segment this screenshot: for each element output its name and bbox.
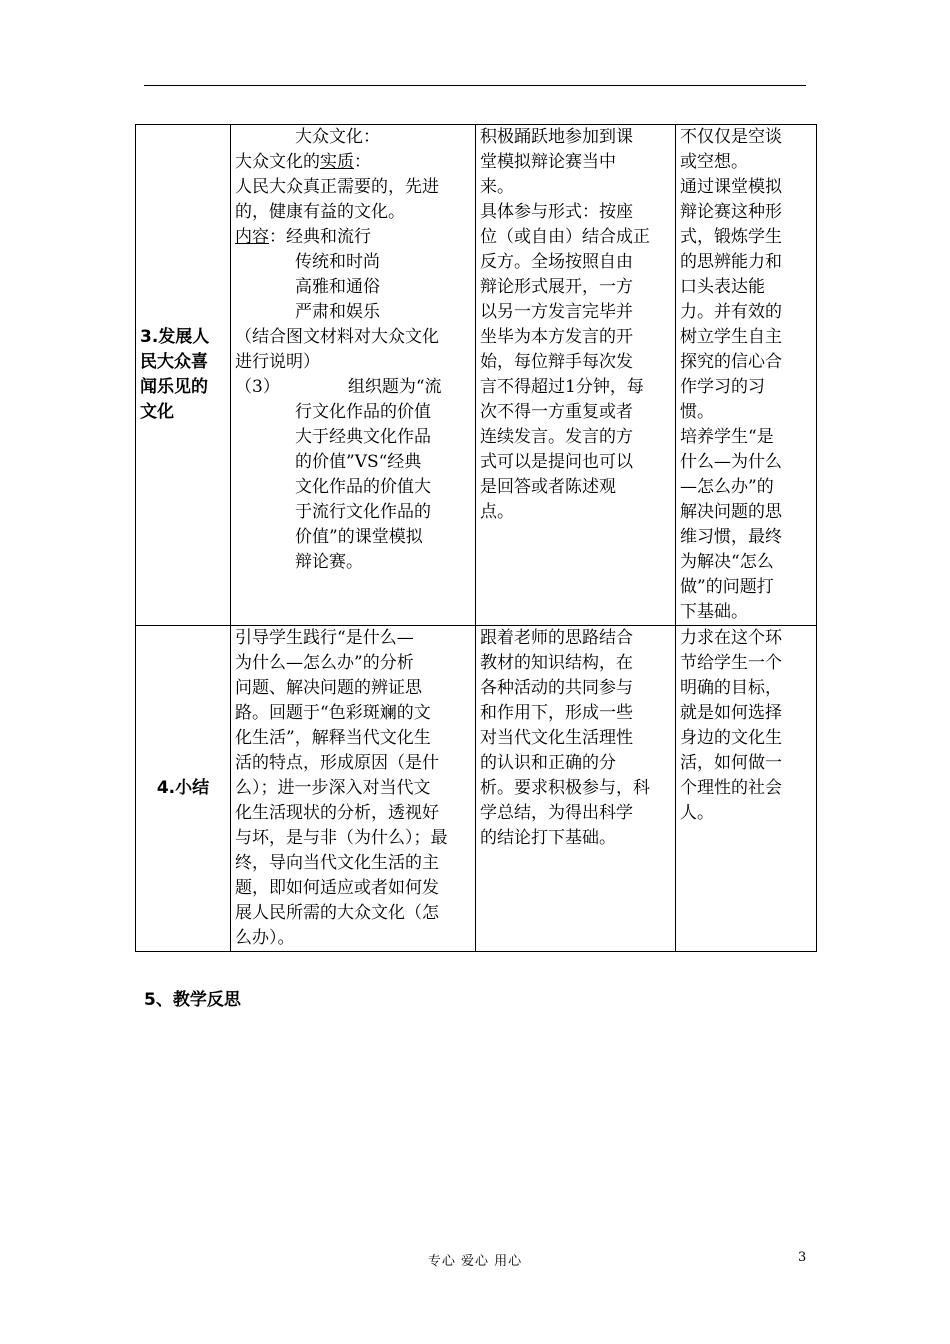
text-line: 展人民所需的大众文化（怎 (235, 903, 439, 923)
text-line: 惯。 (680, 402, 714, 422)
text-line: 辩论形式展开，一方 (480, 277, 633, 297)
text-line: （结合图文材料对大众文化 (235, 327, 439, 347)
teacher-activity-cell (231, 626, 476, 952)
text-line: 培养学生“是 (680, 427, 774, 447)
text-line: 力。并有效的 (680, 302, 782, 322)
text-line: 力求在这个环 (680, 628, 782, 648)
student-activity-cell (476, 125, 676, 626)
row-title-cell (136, 626, 231, 952)
underlined-term: 内容 (235, 227, 269, 247)
text-line: 于流行文化作品的 (295, 502, 431, 522)
text-line: 跟着老师的思路结合 (480, 628, 633, 648)
text-line: 节给学生一个 (680, 653, 782, 673)
text-line: 么办）。 (235, 928, 295, 948)
text-line: 行文化作品的价值 (295, 402, 431, 422)
text-line: 高雅和通俗 (295, 277, 380, 297)
text-line: 题，即如何适应或者如何发 (235, 878, 439, 898)
text-line: 什么—为什么 (680, 452, 782, 472)
row-title-line: 民大众喜 (140, 352, 208, 372)
text-line: 具体参与形式：按座 (480, 202, 633, 222)
row-title-cell (136, 125, 231, 626)
footer-motto: 专心 爱心 用心 (427, 1254, 523, 1269)
lesson-plan-table (135, 124, 817, 952)
text-line: 对当代文化生活理性 (480, 728, 633, 748)
text-line: 严肃和娱乐 (295, 302, 380, 322)
text-line: 连续发言。发言的方 (480, 427, 633, 447)
text-fragment: 组织题为“流 (347, 377, 442, 397)
text-line: 的认识和正确的分 (480, 753, 616, 773)
row-title-line: 文化 (140, 402, 174, 422)
text-line (235, 150, 471, 175)
text-line: 就是如何选择 (680, 703, 782, 723)
text-line: 学总结，为得出科学 (480, 803, 633, 823)
text-line: 的，健康有益的文化。 (235, 202, 405, 222)
text-line: 的价值”VS“经典 (295, 452, 422, 472)
text-line: 辩论赛。 (295, 552, 363, 572)
text-line: 位（或自由）结合成正 (480, 227, 650, 247)
text-line: 以另一方发言完毕并 (480, 302, 633, 322)
text-line: 个理性的社会 (680, 778, 782, 798)
table-row-develop-culture (136, 125, 817, 626)
text-line: 各种活动的共同参与 (480, 678, 633, 698)
text-line: 进行说明） (235, 352, 320, 372)
text-line: 辩论赛这种形 (680, 202, 782, 222)
section-heading-reflection: 5、教学反思 (144, 990, 241, 1010)
page-number: 3 (798, 1250, 807, 1265)
text-line: 人民大众真正需要的，先进 (235, 177, 439, 197)
design-intent-cell (676, 626, 817, 952)
text-line: 引导学生践行“是什么— (235, 628, 414, 648)
text-fragment: ：经典和流行 (269, 227, 371, 247)
text-line: 为什么—怎么办”的分析 (235, 653, 414, 673)
text-line: 人。 (680, 803, 714, 823)
list-number: （3） (235, 377, 280, 397)
text-line: 路。回题于“色彩斑斓的文 (235, 703, 431, 723)
text-line: 明确的目标， (680, 678, 782, 698)
text-line: 反方。全场按照自由 (480, 252, 633, 272)
row-title-line: 3.发展人 (140, 327, 210, 347)
text-line: 堂模拟辩论赛当中 (480, 152, 616, 172)
text-line: 树立学生自主 (680, 327, 782, 347)
text-line: 探究的信心合 (680, 352, 782, 372)
text-line: 做”的问题打 (680, 577, 774, 597)
text-line: 始，每位辩手每次发 (480, 352, 633, 372)
text-line: 活的特点，形成原因（是什 (235, 753, 439, 773)
text-line: 教材的知识结构，在 (480, 653, 633, 673)
text-line: 活，如何做一 (680, 753, 782, 773)
row-title-line: 闻乐见的 (140, 377, 208, 397)
text-line: 问题、解决问题的辨证思 (235, 678, 422, 698)
text-line: 不仅仅是空谈 (680, 127, 782, 147)
text-line: 通过课堂模拟 (680, 177, 782, 197)
text-line (235, 225, 471, 250)
text-line: 来。 (480, 177, 514, 197)
text-line: 的结论打下基础。 (480, 828, 616, 848)
text-line: 传统和时尚 (295, 252, 380, 272)
text-line: 次不得一方重复或者 (480, 402, 633, 422)
text-line: 言不得超过1分钟，每 (480, 377, 644, 397)
text-line: 大于经典文化作品 (295, 427, 431, 447)
teacher-activity-cell (231, 125, 476, 626)
text-line: 或空想。 (680, 152, 748, 172)
text-line: 么）；进一步深入对当代文 (235, 778, 431, 798)
text-line (235, 375, 471, 400)
text-line: 大众文化： (295, 127, 380, 147)
header-rule (144, 85, 806, 86)
text-line: 文化作品的价值大 (295, 477, 431, 497)
text-line: 析。要求积极参与，科 (480, 778, 650, 798)
text-line: 化生活现状的分析，透视好 (235, 803, 439, 823)
text-line: 维习惯，最终 (680, 527, 782, 547)
text-line: 口头表达能 (680, 277, 765, 297)
text-line: 式可以是提问也可以 (480, 452, 633, 472)
text-line: 的思辨能力和 (680, 252, 782, 272)
underlined-term: 实质 (320, 152, 354, 172)
text-line: 化生活”，解释当代文化生 (235, 728, 431, 748)
text-line: 坐毕为本方发言的开 (480, 327, 633, 347)
text-line: —怎么办”的 (680, 477, 774, 497)
text-line: 解决问题的思 (680, 502, 782, 522)
text-line: 下基础。 (680, 602, 748, 622)
row-title: 4.小结 (156, 778, 210, 798)
text-line: 和作用下，形成一些 (480, 703, 633, 723)
text-fragment: 大众文化的 (235, 152, 320, 172)
table-row-summary (136, 626, 817, 952)
text-line: 身边的文化生 (680, 728, 782, 748)
student-activity-cell (476, 626, 676, 952)
text-fragment: ： (354, 152, 371, 172)
text-line: 点。 (480, 502, 514, 522)
text-line: 积极踊跃地参加到课 (480, 127, 633, 147)
text-line: 与坏，是与非（为什么）；最 (235, 828, 448, 848)
design-intent-cell (676, 125, 817, 626)
text-line: 是回答或者陈述观 (480, 477, 616, 497)
text-line: 式，锻炼学生 (680, 227, 782, 247)
text-line: 价值”的课堂模拟 (295, 527, 423, 547)
text-line: 作学习的习 (680, 377, 765, 397)
text-line: 为解决“怎么 (680, 552, 774, 572)
text-line: 终，导向当代文化生活的主 (235, 853, 439, 873)
